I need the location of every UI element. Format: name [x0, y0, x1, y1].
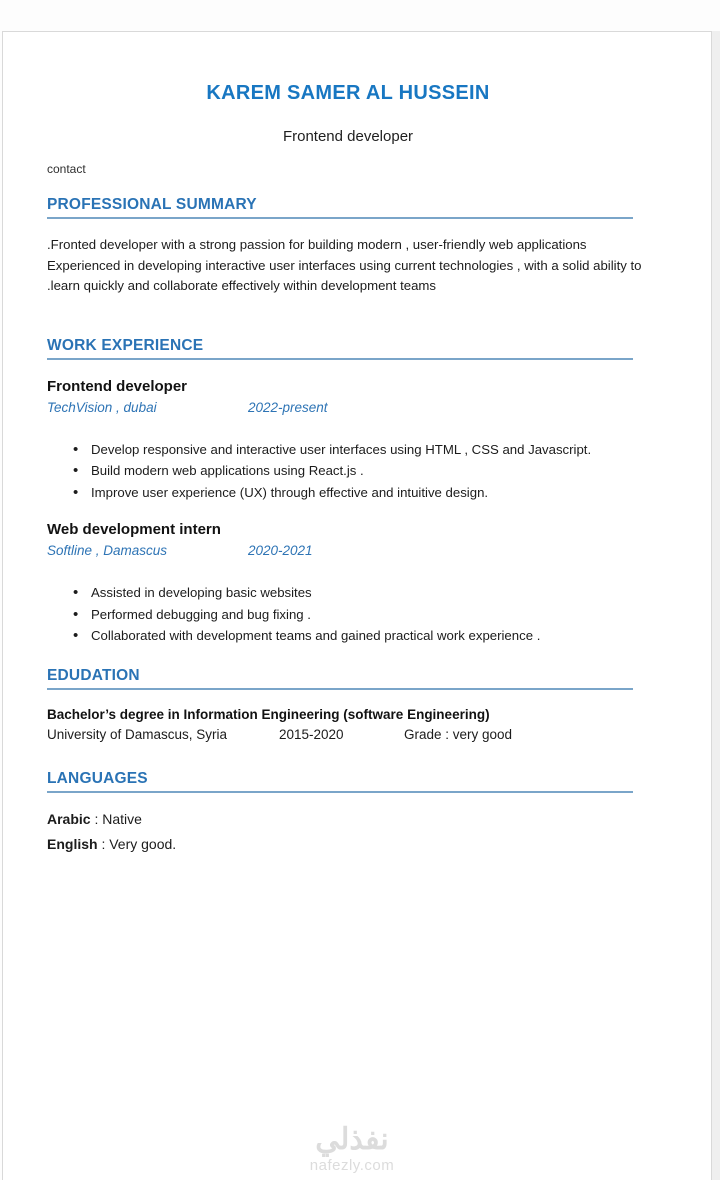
- job-company: Softline , Damascus: [47, 543, 168, 558]
- job-bullet: • Collaborated with development teams and gained practical work experience .: [47, 625, 649, 647]
- education-dates: 2015-2020: [279, 726, 344, 742]
- section-heading-work-experience: WORK EXPERIENCE: [47, 337, 633, 360]
- education-school: University of Damascus, Syria: [47, 726, 228, 742]
- section-heading-languages: LANGUAGES: [47, 770, 633, 793]
- job-bullet: • Develop responsive and interactive user interfaces using HTML , CSS and Javascript.: [47, 439, 649, 461]
- job-title: Frontend developer: [47, 377, 188, 395]
- candidate-job-title: Frontend developer: [282, 128, 414, 145]
- education-degree: Bachelor’s degree in Information Engineering (software Engineering): [47, 706, 490, 722]
- job-bullet: • Assisted in developing basic websites: [47, 582, 649, 604]
- job-bullet: • Build modern web applications using React.js .: [47, 460, 649, 482]
- job-bullet: • Improve user experience (UX) through effective and intuitive design.: [47, 482, 649, 504]
- summary-line: .Fronted developer with a strong passion for building modern , user-friendly web applications: [47, 237, 587, 252]
- job-dates: 2022-present: [248, 399, 328, 415]
- candidate-name: KAREM SAMER AL HUSSEIN: [206, 82, 490, 104]
- watermark-arabic-logo: نفذلي: [315, 1123, 389, 1156]
- language-level: : Very good.: [97, 835, 177, 852]
- education-detail-row: [47, 727, 649, 744]
- page-margin-right: [712, 31, 720, 1180]
- resume-page: [2, 31, 712, 1180]
- job-title: Web development intern: [47, 521, 221, 538]
- job-company: TechVision , dubai: [47, 399, 157, 415]
- job-meta-row: [47, 543, 649, 560]
- language-name: English: [47, 835, 98, 852]
- summary-line: Experienced in developing interactive user interfaces using current technologies , with a solid ability to: [47, 257, 642, 273]
- watermark: [3, 1124, 701, 1174]
- resume-content: [3, 82, 711, 852]
- language-row: [47, 811, 649, 827]
- job-dates: 2020-2021: [248, 543, 313, 558]
- summary-line: .learn quickly and collaborate effectively within development teams: [47, 278, 436, 293]
- job-bullet: • Performed debugging and bug fixing .: [47, 604, 649, 626]
- language-name: Arabic: [47, 810, 91, 827]
- contact-label: contact: [47, 162, 86, 176]
- job-meta-row: [47, 400, 649, 417]
- section-heading-professional-summary: PROFESSIONAL SUMMARY: [47, 196, 633, 219]
- watermark-domain: nafezly.com: [309, 1157, 395, 1174]
- summary-paragraph: [47, 235, 649, 297]
- job-bullet-list: [47, 439, 649, 504]
- education-grade: Grade : very good: [404, 726, 513, 742]
- language-row: [47, 836, 649, 852]
- job-bullet-list: [47, 582, 649, 647]
- section-heading-education: EDUDATION: [47, 667, 633, 690]
- language-level: : Native: [90, 810, 142, 827]
